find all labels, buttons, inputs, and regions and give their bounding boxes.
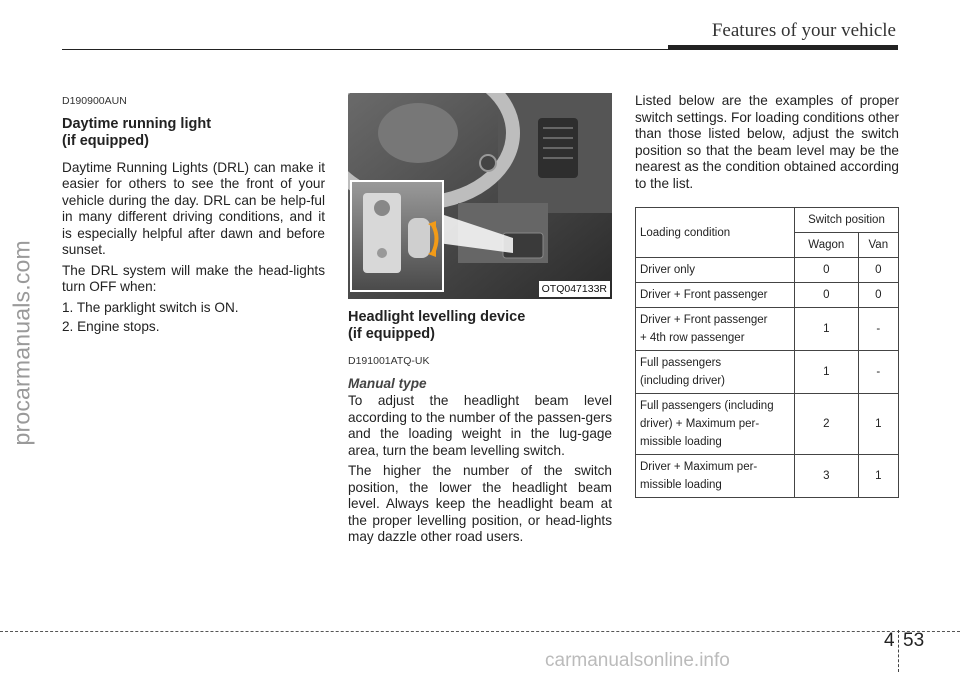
van-cell: 1 — [858, 394, 898, 455]
table-row — [636, 258, 899, 283]
heading-line: (if equipped) — [62, 132, 149, 149]
list-item: 2. Engine stops. — [62, 319, 160, 334]
column-headlight-levelling — [348, 93, 612, 550]
condition-cell — [636, 258, 795, 283]
condition-line: Driver only — [640, 264, 695, 276]
page-header-title: Features of your vehicle — [711, 20, 896, 41]
subheading: Manual type — [348, 375, 427, 391]
page-number: 53 — [903, 630, 925, 651]
body-paragraph: The DRL system will make the head-lights turn OFF when: — [62, 262, 325, 294]
section-heading — [348, 309, 612, 343]
wagon-cell: 0 — [795, 283, 859, 308]
figure-label: OTQ047133R — [539, 281, 610, 298]
switch-settings-table — [635, 207, 899, 498]
condition-line: + 4th row passenger — [640, 332, 745, 344]
body-paragraph: To adjust the headlight beam level according to the number of the passen-gers and the loading weight in the lug-gage area, turn the beam levelling switch. — [348, 393, 612, 458]
table-row — [636, 394, 899, 455]
van-cell: 1 — [858, 455, 898, 498]
condition-cell — [636, 455, 795, 498]
wagon-cell: 1 — [795, 351, 859, 394]
body-paragraph: The higher the number of the switch position, the lower the headlight beam level. Always keep the headlight beam at the proper levelling position, or head-lights may dazzle other road users. — [348, 463, 612, 544]
list-item: 1. The parklight switch is ON. — [62, 299, 239, 315]
header-loading-condition: Loading condition — [636, 208, 795, 258]
condition-cell — [636, 394, 795, 455]
table-row — [636, 351, 899, 394]
condition-line: (including driver) — [640, 375, 726, 387]
header-rule — [62, 49, 722, 50]
column-switch-settings — [635, 93, 899, 498]
wagon-cell: 1 — [795, 308, 859, 351]
van-cell: - — [858, 308, 898, 351]
condition-cell — [636, 351, 795, 394]
table-row — [636, 308, 899, 351]
section-code: D190900AUN — [62, 95, 127, 107]
condition-line: Full passengers (including — [640, 400, 774, 412]
wagon-cell: 3 — [795, 455, 859, 498]
page-number-divider — [898, 630, 899, 672]
heading-line: (if equipped) — [348, 326, 435, 342]
header-rule-accent — [668, 45, 898, 50]
wagon-cell: 0 — [795, 258, 859, 283]
van-cell: 0 — [858, 258, 898, 283]
table-row — [636, 455, 899, 498]
section-heading — [62, 116, 325, 150]
dashboard-illustration — [348, 93, 612, 299]
header-van: Van — [858, 233, 898, 258]
condition-line: driver) + Maximum per- — [640, 418, 760, 430]
header-switch-position: Switch position — [795, 208, 899, 233]
side-watermark: procarmanuals.com — [8, 240, 35, 446]
body-paragraph: Listed below are the examples of proper switch settings. For loading conditions other than those listed below, adjust the switch position so that the beam level may be the nearest as the condition obtained according to the list. — [635, 93, 899, 191]
section-code: D191001ATQ-UK — [348, 355, 430, 367]
condition-line: missible loading — [640, 479, 722, 491]
condition-cell — [636, 283, 795, 308]
dashboard-photo — [348, 93, 612, 299]
header-wagon: Wagon — [795, 233, 859, 258]
chapter-number: 4 — [884, 630, 895, 651]
table-header-row — [636, 208, 899, 233]
condition-line: Driver + Front passenger — [640, 314, 768, 326]
footer-rule — [0, 631, 960, 632]
table-row — [636, 283, 899, 308]
heading-line: Headlight levelling device — [348, 309, 526, 325]
van-cell: 0 — [858, 283, 898, 308]
column-daytime-running-light — [62, 93, 325, 339]
condition-line: missible loading — [640, 436, 722, 448]
condition-line: Driver + Front passenger — [640, 289, 768, 301]
condition-line: Full passengers — [640, 357, 722, 369]
van-cell: - — [858, 351, 898, 394]
wagon-cell: 2 — [795, 394, 859, 455]
heading-line: Daytime running light — [62, 115, 212, 132]
footer-watermark: carmanualsonline.info — [545, 650, 730, 671]
condition-cell — [636, 308, 795, 351]
body-paragraph: Daytime Running Lights (DRL) can make it easier for others to see the front of your vehicle during the day. DRL can be help-ful in many different driving conditions, and it is especially helpful after dawn and before sunset. — [62, 159, 325, 257]
condition-line: Driver + Maximum per- — [640, 461, 758, 473]
